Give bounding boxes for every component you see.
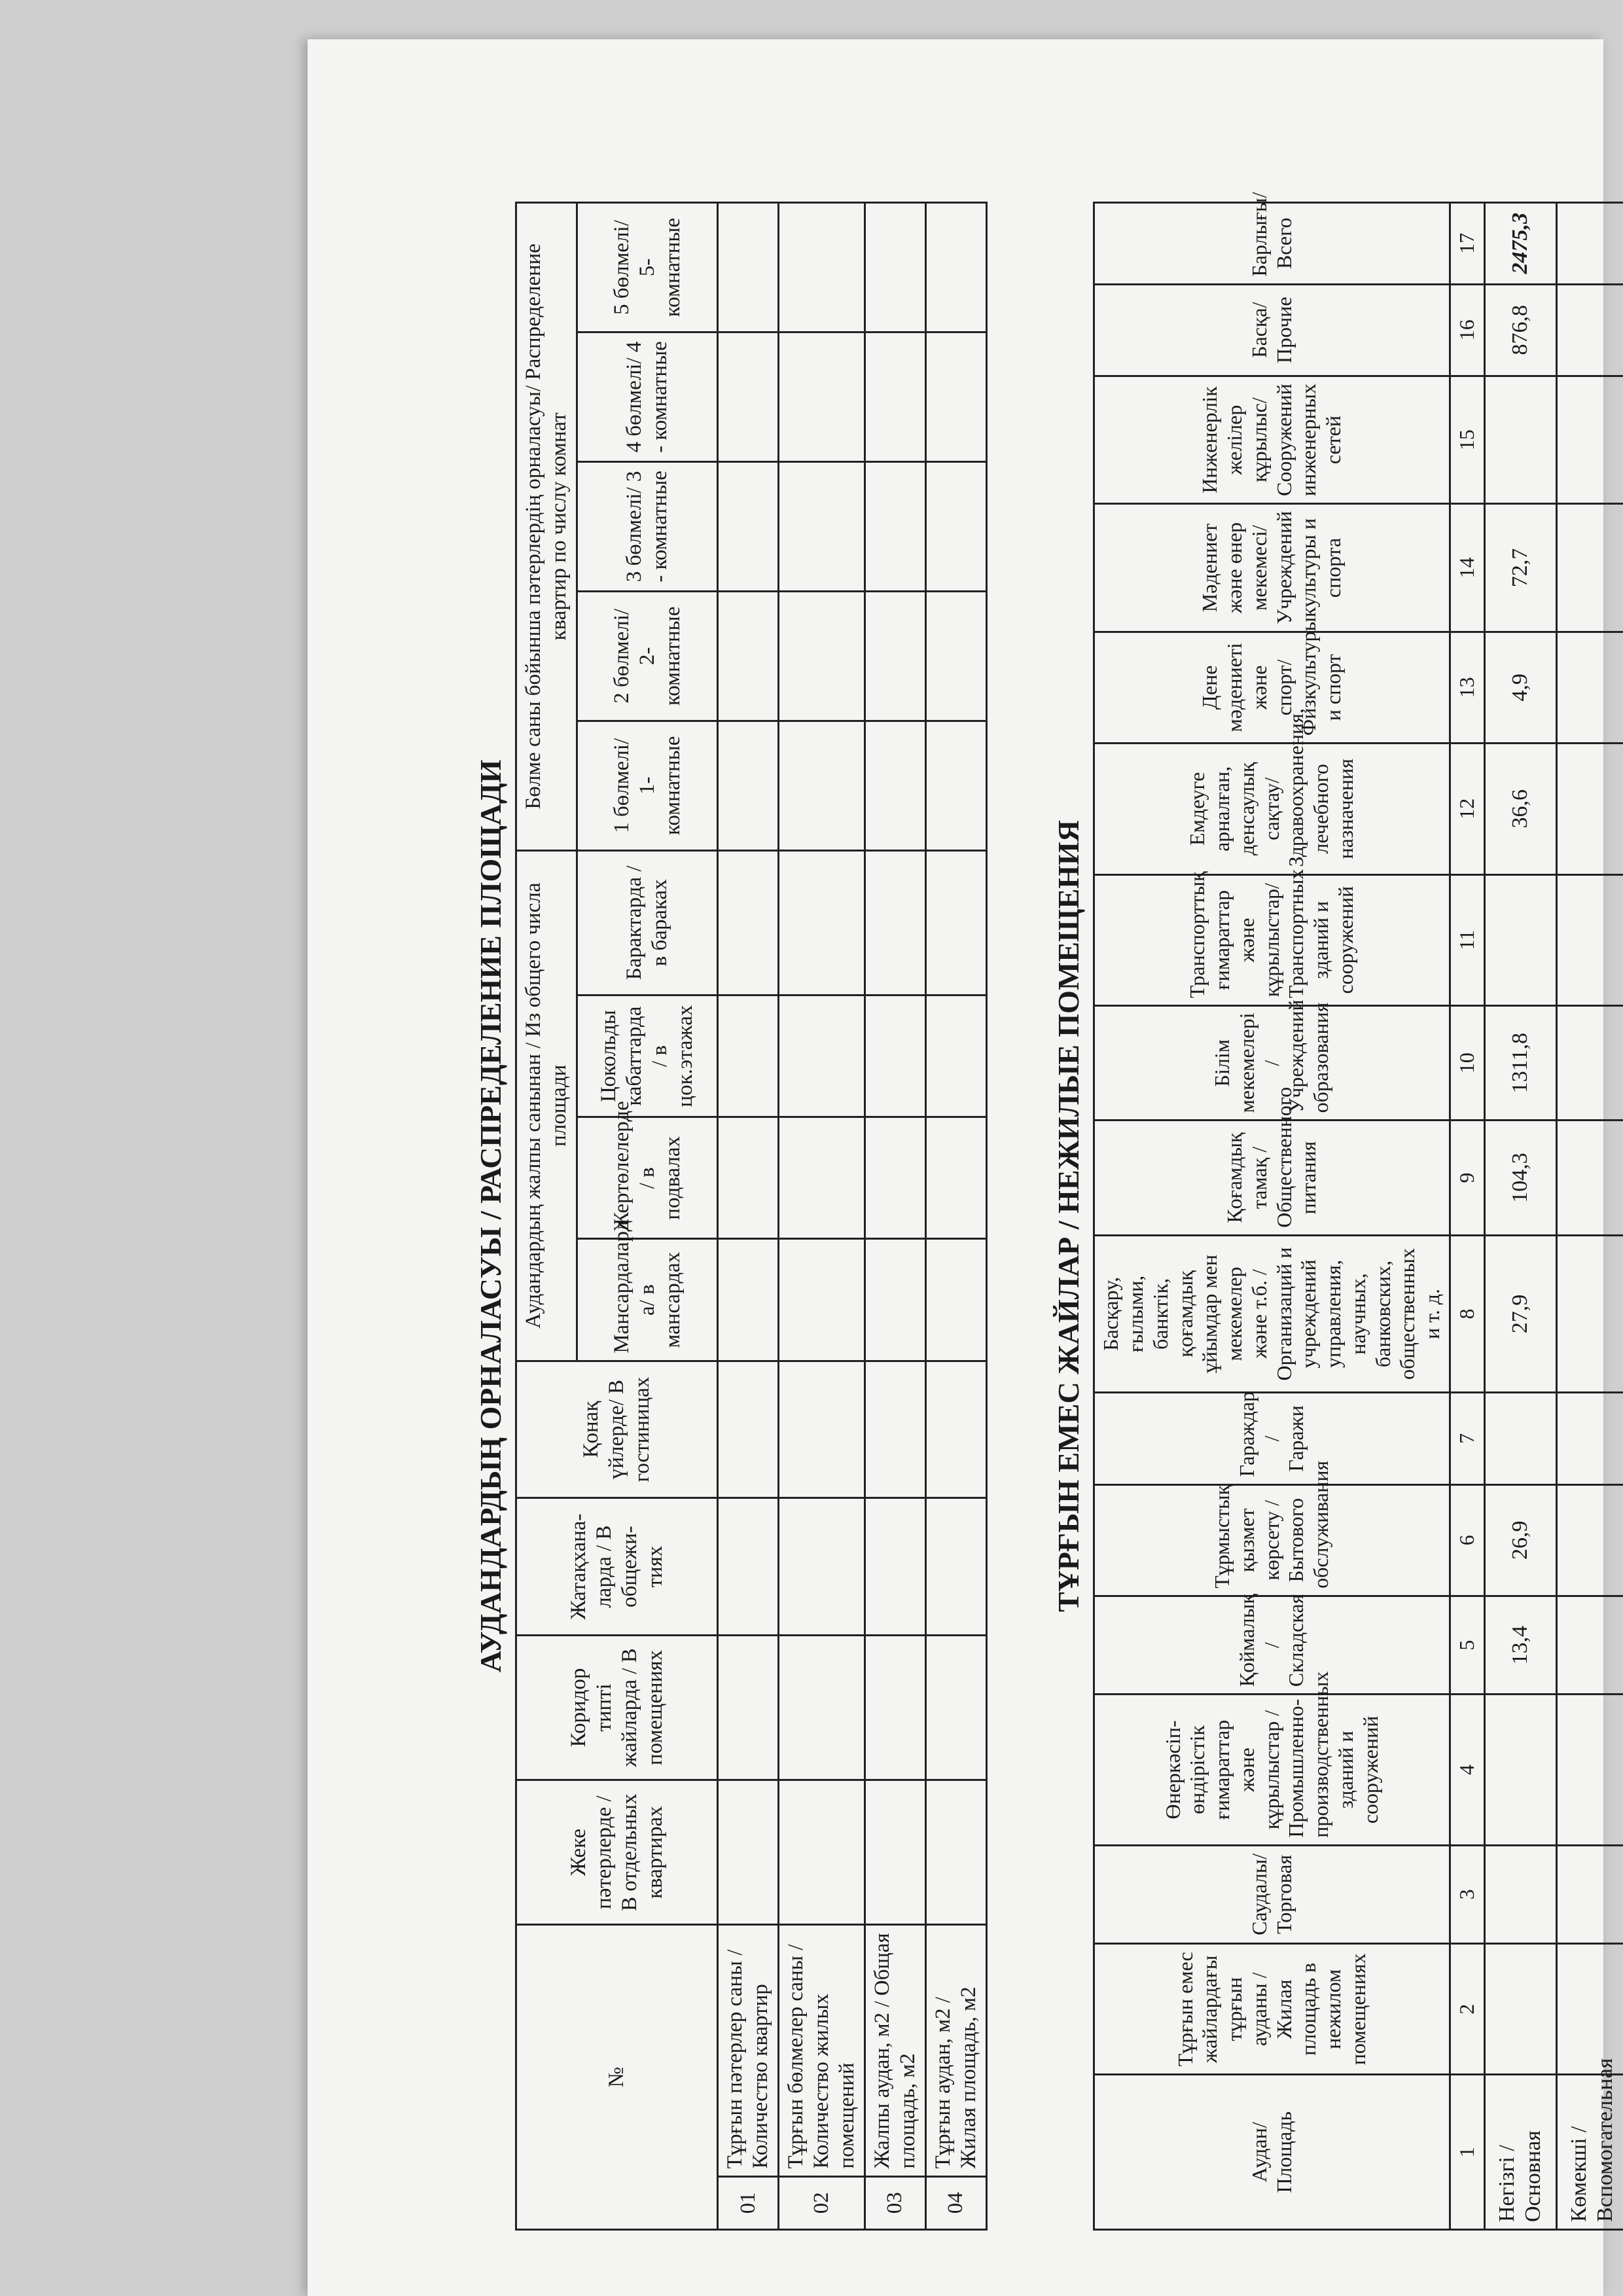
- col-label: Мәдениет және өнер мекемесі/ Учреждений культуры и спорта: [1094, 504, 1450, 632]
- cell-value: [1484, 376, 1556, 503]
- cell-value: [1556, 1235, 1623, 1393]
- col-label: Басқару, ғылыми, банктік, қоғамдық ұйымдар мен мекемелер және т.б. / Организаций и учреждений управления, научных, банковских, общественных и т. д.: [1094, 1235, 1450, 1393]
- area-distribution-table: [461, 202, 988, 2231]
- col-label: Дене мәдениеті және спорт/ Физкультуры и спорт: [1094, 632, 1450, 743]
- col-number: 8: [1450, 1235, 1484, 1393]
- col-barracks: Барактарда / в бараках: [577, 850, 718, 995]
- col-basement-floors: Цокольды кабаттарда / в цок.этажах: [577, 995, 718, 1117]
- group-from-total: Аудандардың жалпы санынан / Из общего числа площади: [516, 850, 577, 1361]
- table-row: [865, 203, 925, 2230]
- col-label: Білім мекемелері / Учреждений образования: [1094, 1005, 1450, 1120]
- nonresidential-table: [1041, 192, 1623, 2231]
- col-basements: Жертөлелерде / в подвалах: [577, 1117, 718, 1239]
- rotated-page: [308, 39, 1618, 2296]
- col-number: 17: [1450, 203, 1484, 285]
- col-number: 5: [1450, 1596, 1484, 1694]
- col-label: Емдеуге арналған, денсаулық сақтау/ Здравоохранения, лечебного назначения: [1094, 744, 1450, 874]
- col-corridor-premises: Коридор типті жайларда / В помещениях: [516, 1635, 718, 1780]
- nonresidential-title: ТҰРҒЫН ЕМЕС ЖАЙЛАР / НЕЖИЛЫЕ ПОМЕЩЕНИЯ: [1052, 819, 1085, 1613]
- cell-value: [1556, 1845, 1623, 1943]
- col-label: Барлығы/ Всего: [1094, 203, 1450, 285]
- col-separate-apartments: Жеке пәтерлерде / В отдельных квартирах: [516, 1780, 718, 1925]
- cell-value: [1556, 1121, 1623, 1235]
- table-row: [1484, 203, 1556, 2230]
- col-number: 3: [1450, 1845, 1484, 1943]
- col-number: 2: [1450, 1944, 1484, 2075]
- row-code: 04: [925, 2176, 986, 2229]
- col-rooms-5: 5 бөлмелі/ 5-комнатные: [577, 203, 718, 332]
- col-label: Басқа/ Прочие: [1094, 284, 1450, 376]
- table-row: [925, 203, 986, 2230]
- row-code: 02: [779, 2176, 865, 2229]
- table-row: [718, 203, 779, 2230]
- cell-value: [1556, 203, 1623, 285]
- col-number: 10: [1450, 1005, 1484, 1120]
- cell-value: [1556, 1393, 1623, 1484]
- cell-value: [1484, 1695, 1556, 1846]
- row-main-label: Негізгі / Основная: [1484, 2075, 1556, 2230]
- group-rooms-distribution: Бөлме саны бойынша пәтерлердің орналасуы/ Распределение квартир по числу комнат: [516, 203, 577, 851]
- cell-value: 36,6: [1484, 744, 1556, 874]
- cell-value: 26,9: [1484, 1484, 1556, 1596]
- cell-value-total: 2475,3: [1484, 203, 1556, 285]
- cell-value: [1556, 284, 1623, 376]
- cell-value: [1484, 1845, 1556, 1943]
- cell-value: [1556, 1484, 1623, 1596]
- col-rooms-2: 2 бөлмелі/ 2-комнатные: [577, 591, 718, 721]
- col-number: 13: [1450, 632, 1484, 743]
- table-row: [779, 203, 865, 2230]
- col-label: Инженерлік желілер құрылыс/ Сооружений инженерных сетей: [1094, 376, 1450, 503]
- cell-value: 4,9: [1484, 632, 1556, 743]
- col-number: 16: [1450, 284, 1484, 376]
- col-number: 6: [1450, 1484, 1484, 1596]
- col-label: Саудалы/ Торговая: [1094, 1845, 1450, 1943]
- cell-value: 876,8: [1484, 284, 1556, 376]
- cell-value: [1556, 1005, 1623, 1120]
- cell-value: [1556, 1695, 1623, 1846]
- col-number: 9: [1450, 1121, 1484, 1235]
- row-label: Тұрғын аудан, м2 / Жилая площадь, м2: [925, 1925, 986, 2176]
- col-dormitories: Жатақхана-ларда / В общежи-тиях: [516, 1498, 718, 1636]
- col-number: №: [516, 1925, 718, 2230]
- col-number: 12: [1450, 744, 1484, 874]
- row-label: Тұрғын пәтерлер саны / Количество квартир: [718, 1925, 779, 2176]
- col-number: 14: [1450, 504, 1484, 632]
- row-code: 03: [865, 2176, 925, 2229]
- cell-value: [1556, 1944, 1623, 2075]
- cell-value: [1484, 874, 1556, 1005]
- cell-value: [1556, 504, 1623, 632]
- cell-value: 27,9: [1484, 1235, 1556, 1393]
- col-rooms-1: 1 бөлмелі/ 1-комнатные: [577, 721, 718, 850]
- col-rooms-3: 3 бөлмелі/ 3 - комнатные: [577, 461, 718, 591]
- cell-value: 1311,8: [1484, 1005, 1556, 1120]
- table-row: [1556, 203, 1623, 2230]
- col-number: 11: [1450, 874, 1484, 1005]
- col-attics: Мансардалард а/ в мансардах: [577, 1239, 718, 1361]
- area-distribution-title: АУДАНДАРДЫҢ ОРНАЛАСУЫ / РАСПРЕДЕЛЕНИЕ ПЛОЩАДИ: [474, 759, 507, 1673]
- cell-value: 104,3: [1484, 1121, 1556, 1235]
- cell-value: 13,4: [1484, 1596, 1556, 1694]
- cell-value: [1556, 874, 1623, 1005]
- col-label: Гараждар / Гаражи: [1094, 1393, 1450, 1484]
- col-number: 15: [1450, 376, 1484, 503]
- cell-value: [1556, 1596, 1623, 1694]
- col-label: Қоғамдық тамақ / Общественного питания: [1094, 1121, 1450, 1235]
- cell-value: [1484, 1393, 1556, 1484]
- row-label: Жалпы аудан, м2 / Общая площадь, м2: [865, 1925, 925, 2176]
- cell-value: [1556, 376, 1623, 503]
- col-number: 7: [1450, 1393, 1484, 1484]
- col-label: Тұрмыстық қызмет көрсету / Бытового обслуживания: [1094, 1484, 1450, 1596]
- cell-value: [1556, 744, 1623, 874]
- cell-value: [1556, 632, 1623, 743]
- col-rooms-4: 4 бөлмелі/ 4 - комнатные: [577, 332, 718, 462]
- row-aux-label: Көмекші / Вспомогательная: [1556, 2075, 1623, 2230]
- col-number: 1: [1450, 2075, 1484, 2230]
- col-label: Өнеркәсіп-өндірістік ғимараттар және құрылыстар / Промышленно-производственных зданий и сооружений: [1094, 1695, 1450, 1846]
- col-label: Транспорттық ғимараттар және құрылыстар/ Транспортных зданий и сооружений: [1094, 874, 1450, 1005]
- row-code: 01: [718, 2176, 779, 2229]
- col-label: Тұрғын емес жайлардағы тұрғын ауданы / Жилая площадь в нежилом помещениях: [1094, 1944, 1450, 2075]
- col-hotels: Қонақ үйлерде/ В гостиницах: [516, 1361, 718, 1498]
- row-label: Тұрғын бөлмелер саны / Количество жилых помещений: [779, 1925, 865, 2176]
- col-number: 4: [1450, 1695, 1484, 1846]
- cell-value: [1484, 1944, 1556, 2075]
- cell-value: 72,7: [1484, 504, 1556, 632]
- area-label: Аудан/ Площадь: [1094, 2075, 1450, 2230]
- col-label: Қоймалық / Складская: [1094, 1596, 1450, 1694]
